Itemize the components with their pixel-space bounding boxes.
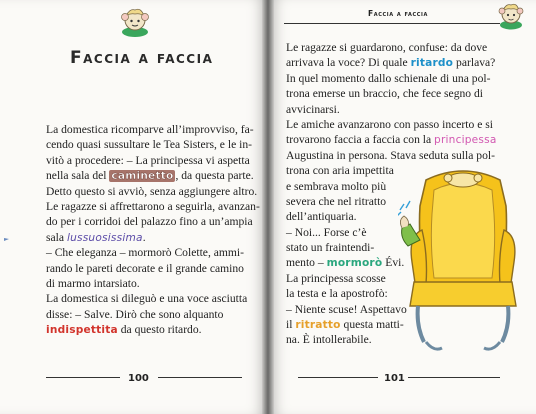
text-line <box>46 245 252 260</box>
text-run: arrivava la voce? Di quale <box>286 56 411 70</box>
text-line <box>46 122 252 137</box>
left-body-text <box>46 122 260 337</box>
text-line <box>46 261 252 276</box>
text-line <box>46 230 252 245</box>
text-run: nella sala del <box>46 169 110 183</box>
text-run: – Che eleganza – mormorò Colette, ammi- <box>46 246 244 260</box>
text-run: In quel momento dallo schienale di una pol- <box>286 71 491 85</box>
running-head: Faccia a faccia <box>368 9 428 18</box>
text-run: do per i corridoi del palazzo fino a un’ampia <box>46 215 253 229</box>
text-line <box>286 271 412 286</box>
text-line <box>46 137 252 152</box>
text-line <box>286 209 412 224</box>
text-line <box>286 317 412 332</box>
text-run: , da questa parte. <box>175 169 254 183</box>
text-line <box>286 148 518 163</box>
armchair-illustration <box>398 166 528 358</box>
text-run: questa matti- <box>340 318 404 332</box>
footer-rule-right <box>158 377 242 378</box>
highlighted-word: principessa <box>434 134 497 147</box>
footer-rule-right <box>408 377 500 378</box>
text-line <box>286 179 412 194</box>
text-run: di marmo intarsiato. <box>46 276 140 290</box>
text-line <box>46 307 252 322</box>
text-line <box>286 71 518 86</box>
text-line <box>286 302 412 317</box>
highlighted-word: mormorò <box>326 257 383 270</box>
text-line <box>46 276 252 291</box>
text-line <box>46 184 258 199</box>
text-run: Évi. <box>382 256 405 270</box>
footer-rule-left <box>298 377 378 378</box>
text-run: Le amiche avanzarono con passo incerto e si <box>286 117 493 131</box>
text-run: sala <box>46 230 67 244</box>
text-run: trona con aria impettita <box>286 164 394 178</box>
text-line <box>286 55 518 70</box>
text-line <box>286 225 412 240</box>
text-run: cendo quasi sussultare le Tea Sisters, e le in- <box>46 138 252 152</box>
text-line <box>286 117 518 132</box>
text-run: Detto questo si avviò, senza aggiungere altro. <box>46 184 258 198</box>
header-rule <box>284 23 500 24</box>
text-line <box>286 194 412 209</box>
highlighted-word: caminetto <box>111 170 174 183</box>
text-run: parlava? <box>453 56 496 70</box>
text-line <box>286 102 518 117</box>
mouse-portrait-icon <box>118 4 152 38</box>
text-run: . <box>142 230 146 244</box>
highlighted-word: lussuosissima <box>66 231 143 244</box>
text-run: na. È intollerabile. <box>286 333 372 347</box>
page-number: 101 <box>384 373 405 384</box>
text-line <box>46 199 260 214</box>
text-run: La domestica si dileguò e una voce asciutta <box>46 292 248 306</box>
text-line <box>46 168 252 183</box>
highlighted-word: ritardo <box>410 57 454 70</box>
page-number: 100 <box>128 373 149 384</box>
decorative-mark <box>4 238 9 241</box>
text-run: la testa e la apostrofò: <box>286 287 388 301</box>
text-run: Le ragazze si affrettarono a seguirla, avanzan- <box>46 199 260 213</box>
text-line <box>286 255 412 270</box>
text-run: da questo ritardo. <box>117 323 202 337</box>
highlighted-word: indispettita <box>46 324 118 337</box>
text-line <box>46 322 252 337</box>
text-run: il <box>286 318 296 332</box>
mouse-portrait-icon <box>496 0 526 30</box>
text-line <box>286 132 518 147</box>
text-run: trona emerse un braccio, che fece segno di <box>286 87 483 101</box>
text-run: mento – <box>286 256 327 270</box>
text-line <box>286 86 518 101</box>
text-line <box>286 40 518 55</box>
text-line <box>46 214 252 229</box>
text-run: La domestica ricomparve all’improvviso, fa- <box>46 123 254 136</box>
text-line <box>286 240 412 255</box>
text-run: La principessa scosse <box>286 271 386 285</box>
text-run: rando le pareti decorate e il grande camino <box>46 261 244 275</box>
footer-rule-left <box>46 377 120 378</box>
text-run: – Niente scuse! Aspettavo <box>286 302 407 316</box>
text-run: severa che nel ritratto <box>286 194 387 208</box>
text-run: e sembrava molto più <box>286 179 387 193</box>
text-run: trovarono faccia a faccia con la <box>286 133 435 147</box>
text-line <box>46 153 252 168</box>
text-run: Augustina in persona. Stava seduta sulla pol- <box>286 148 495 162</box>
text-run: – Noi... Forse c’è <box>286 225 367 239</box>
chapter-title: Faccia a faccia <box>70 48 214 68</box>
text-run: Le ragazze si guardarono, confuse: da dove <box>286 41 488 54</box>
text-line <box>46 291 252 306</box>
highlighted-word: ritratto <box>295 319 341 332</box>
text-run: stato un fraintendi- <box>286 241 375 255</box>
text-run: disse: – Salve. Dirò che sono alquanto <box>46 307 224 321</box>
text-run: vitò a procedere: – La principessa vi aspetta <box>46 153 250 167</box>
text-line <box>286 286 412 301</box>
text-run: dell’antiquaria. <box>286 210 357 224</box>
text-run: avvicinarsi. <box>286 102 340 116</box>
book-gutter <box>262 0 274 414</box>
text-line <box>286 163 412 178</box>
